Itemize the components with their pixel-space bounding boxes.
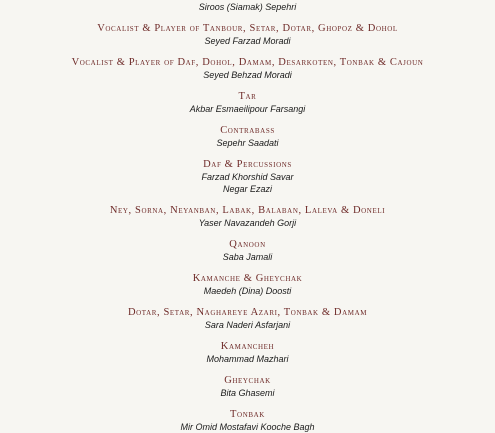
- performer-name: Mohammad Mazhari: [206, 354, 289, 364]
- credit-entry: [0, 408, 495, 433]
- performer-role: Kamanche & Gheychak: [192, 273, 303, 284]
- credit-entry: [0, 158, 495, 195]
- performer-role: Daf & Percussions: [203, 159, 292, 170]
- performer-name: Yaser Navazandeh Gorji: [198, 218, 297, 228]
- credit-entry: [0, 374, 495, 399]
- performer-name: Bita Ghasemi: [220, 388, 275, 398]
- performer-name: Farzad Khorshid Savar: [201, 172, 294, 182]
- performer-role: Vocalist & Player of Daf, Dohol, Damam, Desarkoten, Tonbak & Cajoun: [71, 57, 424, 68]
- credit-entry: [0, 22, 495, 47]
- performer-role: Tonbak: [230, 409, 265, 420]
- performer-name: Mir Omid Mostafavi Kooche Bagh: [180, 422, 315, 432]
- performer-name: Saba Jamali: [222, 252, 273, 262]
- performer-role: Contrabass: [220, 125, 275, 136]
- performer-role: Kamancheh: [220, 341, 275, 352]
- performer-role: Vocalist & Player of Tanbour, Setar, Dotar, Ghopoz & Dohol: [97, 23, 398, 34]
- credit-entry: [0, 204, 495, 229]
- performer-name: Maedeh (Dina) Doosti: [203, 286, 292, 296]
- performer-role: Qanoon: [229, 239, 266, 250]
- credit-entry: [0, 90, 495, 115]
- credit-entry: [0, 124, 495, 149]
- performer-name: Seyed Behzad Moradi: [203, 70, 292, 80]
- credit-entry: [0, 56, 495, 81]
- performer-role: Gheychak: [224, 375, 271, 386]
- performer-role: Dotar, Setar, Naghareye Azari, Tonbak & Damam: [127, 307, 368, 318]
- credit-entry: [0, 306, 495, 331]
- performer-name: Siroos (Siamak) Sepehri: [198, 2, 297, 12]
- credit-entry: [0, 272, 495, 297]
- performer-name: Sara Naderi Asfarjani: [204, 320, 291, 330]
- performer-role: Ney, Sorna, Neyanban, Labak, Balaban, Laleva & Doneli: [109, 205, 386, 216]
- performer-name: Seyed Farzad Moradi: [204, 36, 291, 46]
- credit-entry: [0, 238, 495, 263]
- credit-entry: [0, 340, 495, 365]
- performer-role: Tar: [238, 91, 257, 102]
- performer-name: Negar Ezazi: [222, 184, 273, 194]
- performer-name: Akbar Esmaeilipour Farsangi: [189, 104, 306, 114]
- credit-entry: [0, 1, 495, 13]
- performer-name: Sepehr Saadati: [216, 138, 279, 148]
